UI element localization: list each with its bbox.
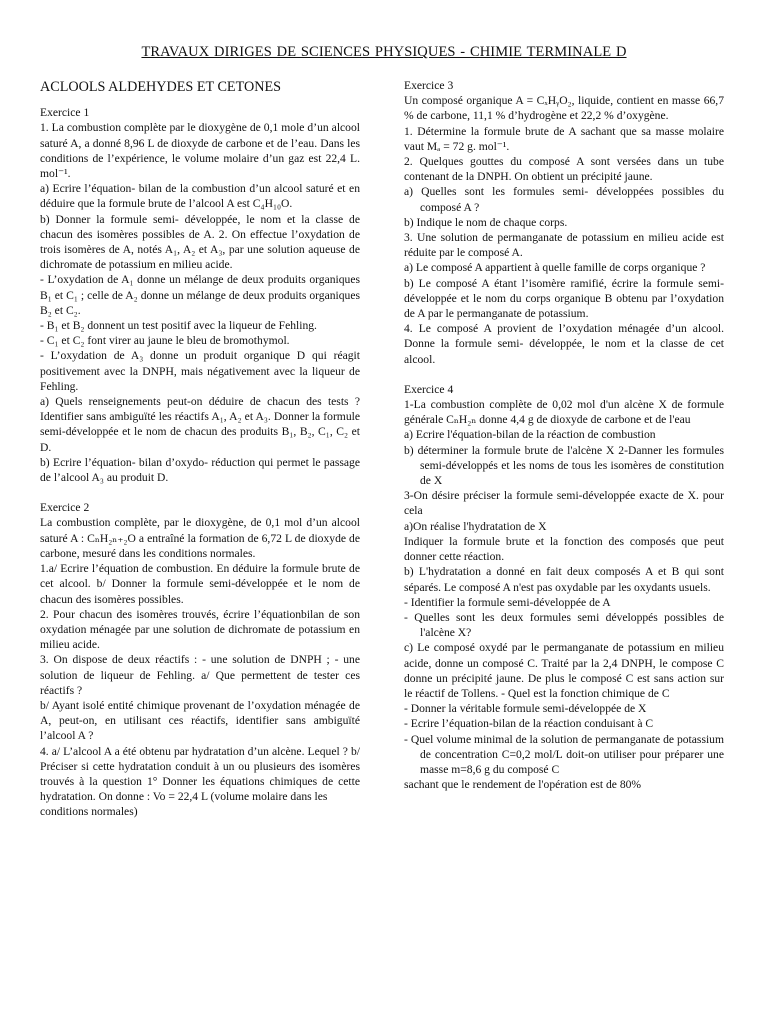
ex3-question-2a: a) Quelles sont les formules semi- développées possibles du composé A ? [404,185,724,214]
ex4-list-item-1: - Identifier la formule semi-développée de A [404,595,611,609]
ex3-intro: Un composé organique A = CₓHᵧO₂, liquide, contient en masse 66,7 % de carbone, 11,1 % d’hydrogène et 22,2 % d’oxygène. [404,94,724,123]
ex3-question-3b: b) Le composé A étant l’isomère ramifié, écrire la formule semi- développée et le nom du corps organique B obtenu par l’oxydation de A par le permanganate de potassium. [404,276,724,321]
ex3-question-2: 2. Quelques gouttes du composé A sont versées dans un tube contenant de la DNPH. On obtient un précipité jaune. [404,155,724,184]
ex1-dash-3: - C₁ et C₂ font virer au jaune le bleu de bromothymol. [40,334,290,348]
ex1-dash-1: - L’oxydation de A₁ donne un mélange de deux produits organiques B₁ et C₁ ; celle de A₂ donne un mélange de deux produits organiques B₂ et C₂. [40,273,360,317]
ex2-question-1: 1.a/ Ecrire l’équation de combustion. En déduire la formule brute de cet alcool. b/ Donner la formule semi-développée et le nom de chacun des isomères possibles. [40,562,360,606]
ex4-question-3b: b) L'hydratation a donné en fait deux composés A et B qui sont séparés. Le composé A n'est pas oxydable par les oxydants usuels. [404,565,724,594]
ex2-question-4: 4. a/ L’alcool A a été obtenu par hydratation d’un alcène. Lequel ? b/ Préciser si cette hydratation conduit à un ou plusieurs des isomères trouvés à la question 1° Donner les équations chimiques de cette hydratation. On donne : Vo = 22,4 L (volume molaire dans les [40,744,360,804]
ex3-question-3: 3. Une solution de permanganate de potassium en milieu acide est réduite par le composé A. [404,231,724,260]
ex4-question-3: 3-On désire préciser la formule semi-développée exacte de X. pour cela [404,489,724,518]
ex4-question-3a: a)On réalise l'hydratation de X [404,519,547,533]
ex4-question-1b: b) déterminer la formule brute de l'alcène X 2-Danner les formules semi-développés et les noms de tous les isomères de constitution de X [404,443,724,488]
ex2-question-2: 2. Pour chacun des isomères trouvés, écrire l’équationbilan de son oxydation ménagée par une solution de dichromate de potassium en milieu acide. [40,607,360,652]
ex1-question-b: b) Donner la formule semi- développée, le nom et la classe de chacun des isomères possibles de A. 2. On effectue l’oxydation de trois isomères de A, notés A₁, A₂ et A₃, par une solution aqueuse de dichromate de potassium en milieu acide. [40,212,360,272]
right-column [404,78,724,792]
ex1-question-a2: a) Quels renseignements peut-on déduire de chacun des tests ? Identifier sans ambiguïté les réactifs A₁, A₂ et A₃. Donner la formule semi-développée et le nom de chacun des produits B₁, B₂, C₁, C₂ et D. [40,395,360,454]
ex1-question-b2: b) Ecrire l’équation- bilan d’oxydo- réduction qui permet le passage de l’alcool A₃ au produit D. [40,455,360,485]
ex1-dash-4: - L’oxydation de A₃ donne un produit organique D qui réagit positivement avec la DNPH, mais négativement avec la liqueur de Fehling. [40,349,360,393]
section-heading: ACLOOLS ALDEHYDES ET CETONES [40,79,282,95]
ex2-question-3b: b/ Ayant isolé entité chimique provenant de l’oxydation ménagée de A, peut-on, en utilisant ces réactifs, identifier sans ambiguïté l’alcool A ? [40,698,360,743]
ex2-question-4-end: conditions normales) [40,805,138,819]
ex4-list-item-5: - Quel volume minimal de la solution de permanganate de potassium de concentration C=0,2 mol/L doit-on utiliser pour préparer une masse m=8,6 g du composé C [404,732,724,776]
ex2-question-3: 3. On dispose de deux réactifs : - une solution de DNPH ; - une solution de liqueur de Fehling. a/ Que permettent de tester ces réactifs ? [40,653,360,697]
ex3-question-2b: b) Indique le nom de chaque corps. [404,215,568,229]
ex4-list-item-4: - Ecrire l’équation-bilan de la réaction conduisant à C [404,717,654,731]
left-column [40,78,360,820]
exercise-4-title: Exercice 4 [404,382,454,396]
ex4-list-item-2: - Quelles sont les deux formules semi développés possibles de l'alcène X? [404,610,724,640]
ex4-question-1a: a) Ecrire l'équation-bilan de la réaction de combustion [404,428,656,442]
ex1-dash-2: - B₁ et B₂ donnent un test positif avec la liqueur de Fehling. [40,319,317,333]
ex4-intro: 1-La combustion complète de 0,02 mol d'un alcène X de formule générale CₙH₂ₙ donne 4,4 g de dioxyde de carbone et de l'eau [404,398,724,427]
ex4-list-item-3: - Donner la véritable formule semi-développée de X [404,702,647,716]
ex4-question-3a-detail: Indiquer la formule brute et la fonction des composés que peut donner cette réaction. [404,534,724,564]
exercise-1-title: Exercice 1 [40,106,90,120]
ex3-question-3a: a) Le composé A appartient à quelle famille de corps organique ? [404,261,706,275]
ex3-question-1: 1. Détermine la formule brute de A sachant que sa masse molaire vaut Mₐ = 72 g. mol⁻¹. [404,124,724,153]
ex4-question-3c: c) Le composé oxydé par le permanganate de potassium en milieu acide, donne un composé C. Traité par la 2,4 DNPH, le compose C donne un précipité jaune. De plus le composé C est sans action sur le réactif de Tollens. - Quel est la fonction chimique de C [404,641,724,700]
ex1-question-a: a) Ecrire l’équation- bilan de la combustion d’un alcool saturé et en déduire que la formule brute de l’alcool A est C₄H₁₀O. [40,182,360,211]
ex2-intro: La combustion complète, par le dioxygène, de 0,1 mol d’un alcool saturé A : CₙH₂ₙ₊₂O a entraîné la formation de 6,72 L de dioxyde de carbone, mesuré dans les conditions normales. [40,516,360,560]
ex1-intro: 1. La combustion complète par le dioxygène de 0,1 mole d’un alcool saturé A, a donné 8,96 L de dioxyde de carbone et de l’eau. Dans les conditions de l’expérience, le volume molaire d’un gaz est 22,4 L. mol⁻¹. [40,121,360,181]
exercise-3-title: Exercice 3 [404,79,454,92]
exercise-2-title: Exercice 2 [40,501,90,515]
ex3-question-4: 4. Le composé A provient de l’oxydation ménagée d’un alcool. Donne la formule semi- développée, le nom et la classe de cet alcool. [404,322,724,366]
ex4-end: sachant que le rendement de l'opération est de 80% [404,778,642,792]
page-title: TRAVAUX DIRIGES DE SCIENCES PHYSIQUES - CHIMIE TERMINALE D [141,44,627,60]
